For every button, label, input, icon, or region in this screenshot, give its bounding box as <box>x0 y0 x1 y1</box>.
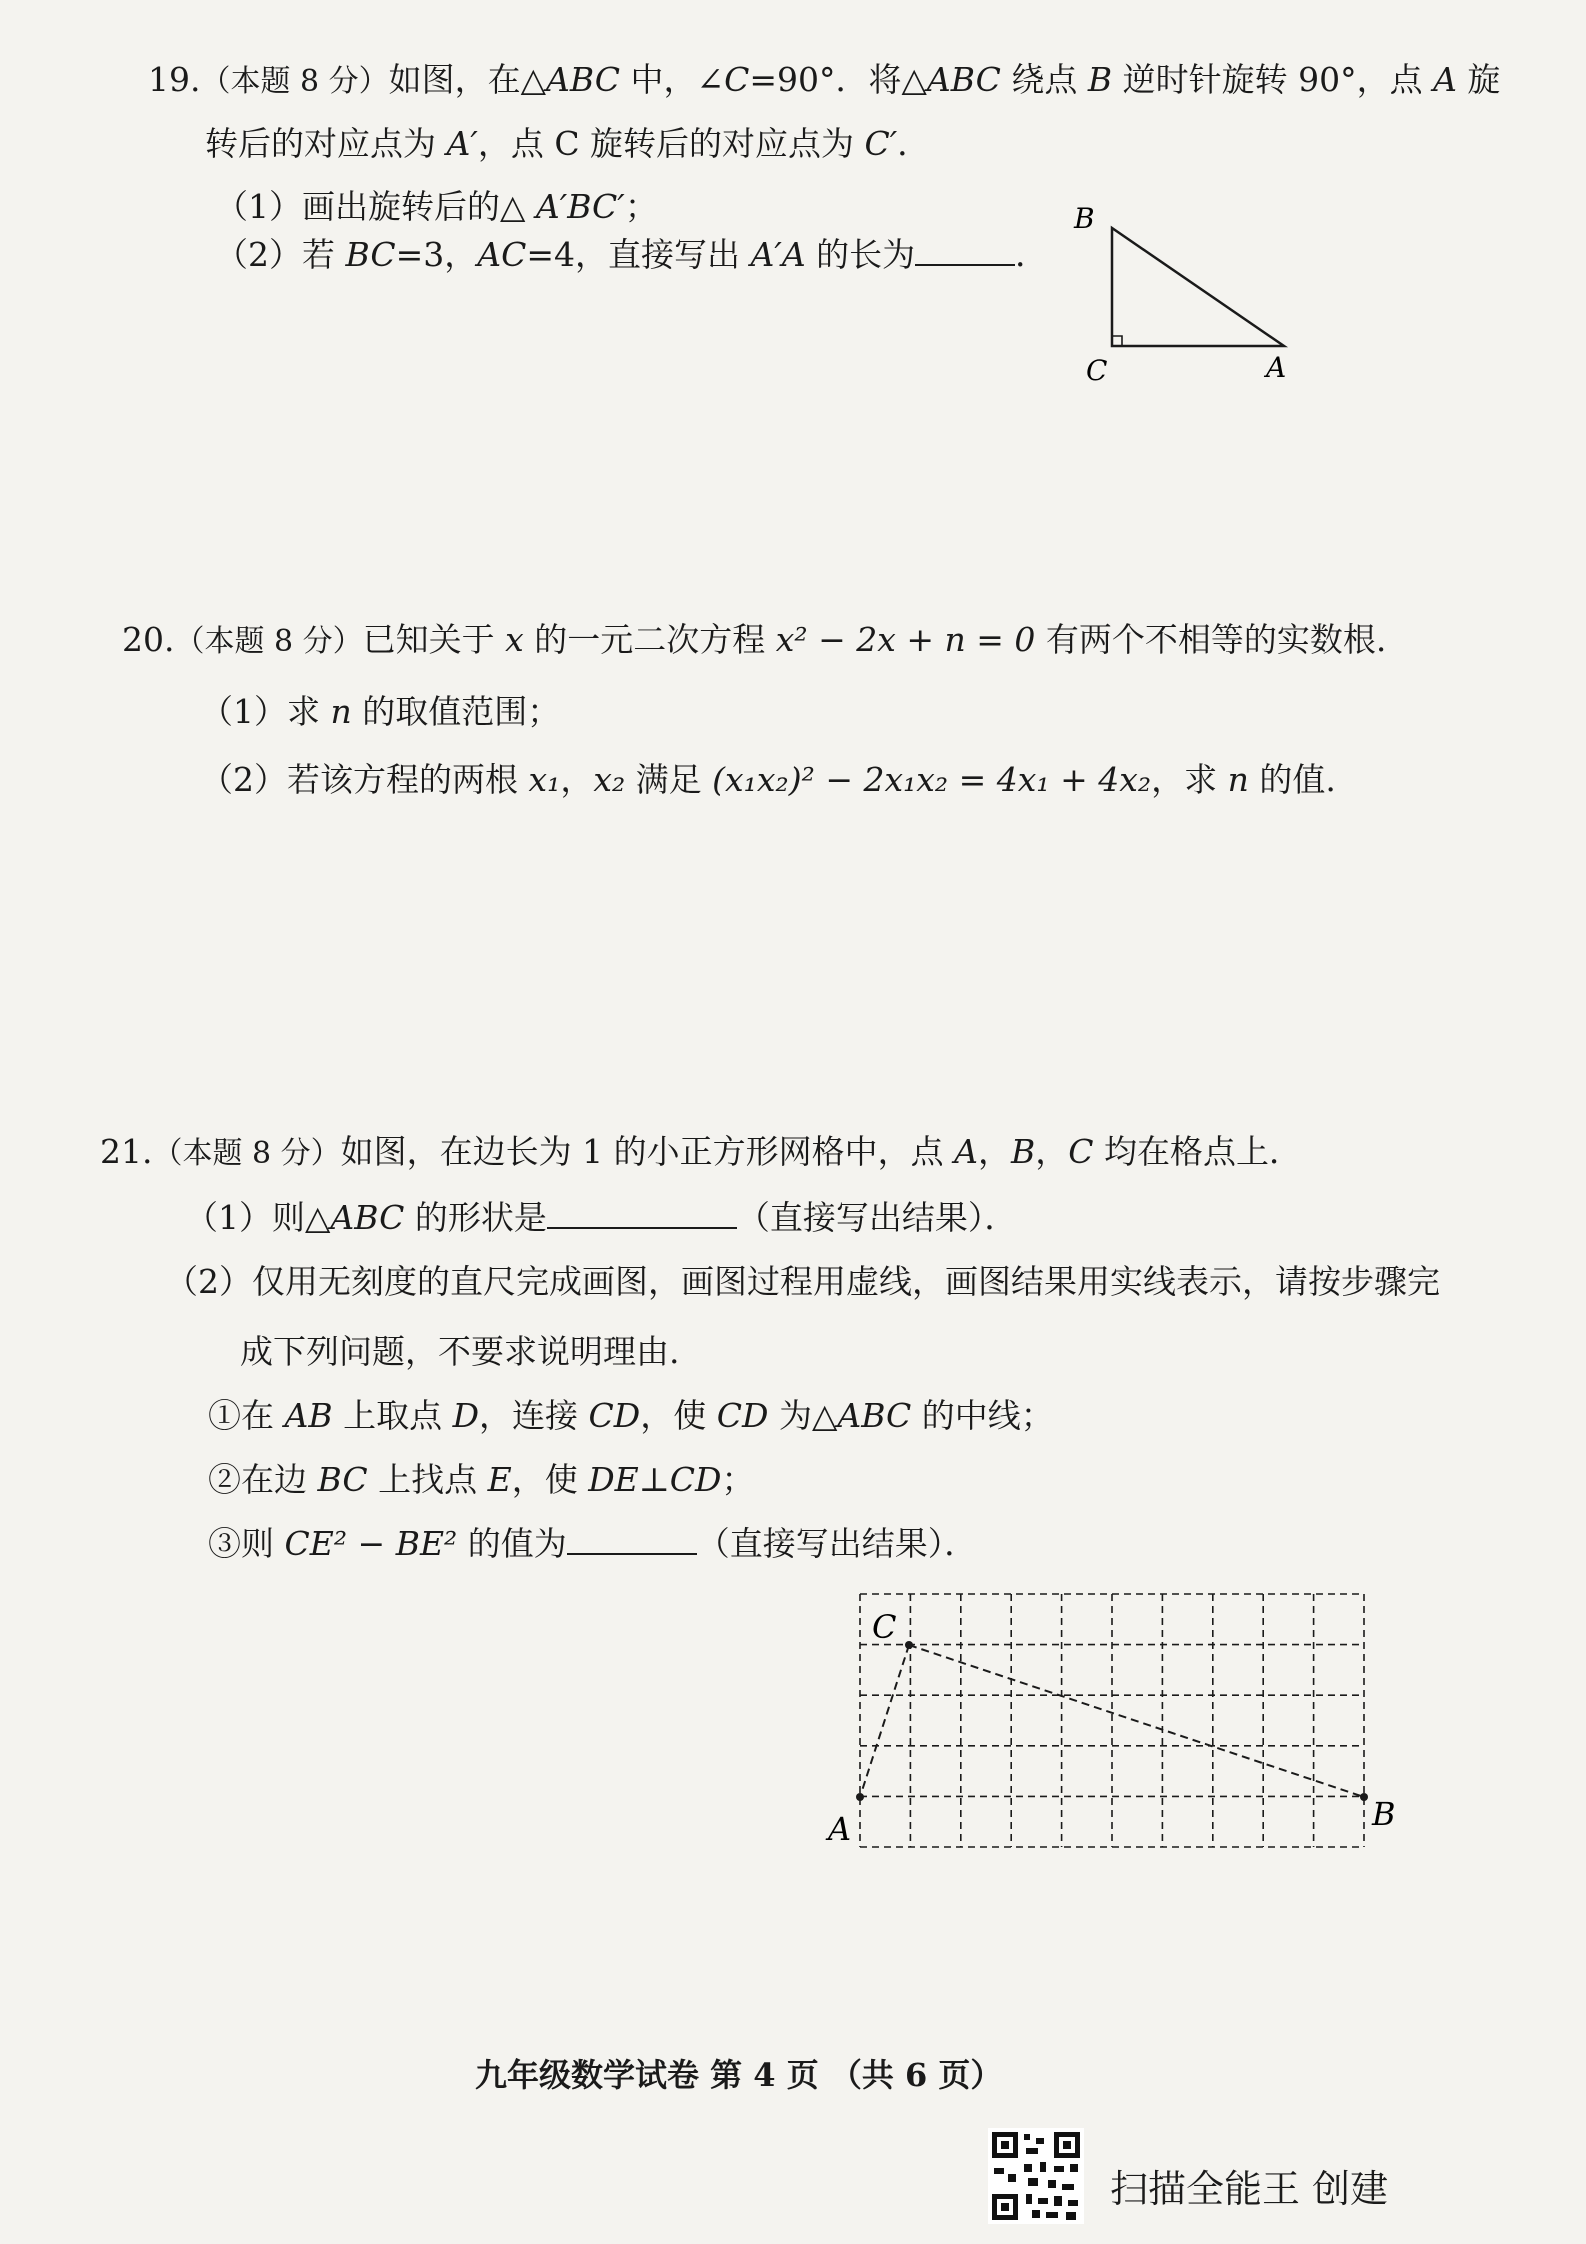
q20-var: x₁ <box>528 760 561 799</box>
q21-shape-blank[interactable] <box>547 1197 737 1229</box>
q20-part1 <box>200 690 560 734</box>
grid-label-a: A <box>828 1810 852 1848</box>
q21-text: 的形状是 <box>404 1198 547 1237</box>
q21-step3 <box>208 1522 977 1566</box>
q21-text: 为△ <box>768 1396 838 1435</box>
q21-step1 <box>208 1394 1054 1438</box>
q21-value-blank[interactable] <box>567 1523 697 1555</box>
q21-var: C <box>1068 1132 1094 1171</box>
q20-var: x <box>505 620 524 659</box>
q20-part2 <box>200 758 1336 802</box>
q21-expression: CE² − BE² <box>284 1524 458 1563</box>
q19-var: ABC <box>926 60 1001 99</box>
segment-ca <box>860 1645 909 1797</box>
q21-var: E <box>487 1460 512 1499</box>
q21-var: AB <box>284 1396 333 1435</box>
q21-var: ABC <box>330 1198 405 1237</box>
qr-code-icon <box>988 2128 1084 2224</box>
q19-text: 中，∠ <box>620 60 725 99</box>
right-angle-mark <box>1112 336 1122 346</box>
q21-part2-line2 <box>240 1330 680 1374</box>
q20-var: n <box>1227 760 1249 799</box>
q20-var: x₂ <box>593 760 626 799</box>
grid-label-b: B <box>1372 1795 1396 1833</box>
q21-step2 <box>208 1458 755 1502</box>
q21-text: （直接写出结果）． <box>736 1198 1018 1237</box>
q20-score: （本题 8 分） <box>174 624 363 659</box>
scanner-watermark: 扫描全能王 创建 <box>1110 2167 1389 2211</box>
q20-text: 的取值范围； <box>351 692 561 731</box>
q19-var: AC <box>477 235 527 274</box>
q19-text: 旋 <box>1456 60 1501 99</box>
q21-text: ，连接 <box>479 1396 589 1435</box>
q19-text: =90°．将△ <box>749 60 927 99</box>
point-a <box>856 1793 864 1801</box>
q19-text: 转后的对应点为 <box>205 124 447 163</box>
q21-text: 的值为 <box>457 1524 567 1563</box>
q20-text: 有两个不相等的实数根. <box>1035 620 1387 659</box>
q21-var: A <box>954 1132 978 1171</box>
q21-part1 <box>185 1196 1017 1240</box>
q21-text: ， <box>1035 1132 1069 1171</box>
q21-var: ABC <box>837 1396 912 1435</box>
grid-lines <box>860 1594 1364 1847</box>
q21-text: 上找点 <box>367 1460 488 1499</box>
q19-var: BC <box>345 235 396 274</box>
q20-text: ， <box>560 760 594 799</box>
q20-text: 满足 <box>625 760 713 799</box>
q21-part2-line1 <box>165 1260 1440 1304</box>
q19-line1 <box>148 58 1500 104</box>
q20-number: 20. <box>122 620 175 659</box>
q21-var: CD <box>716 1396 769 1435</box>
q21-text: （直接写出结果）． <box>696 1524 978 1563</box>
q21-text: ， <box>977 1132 1011 1171</box>
q21-text: 均在格点上． <box>1093 1132 1302 1171</box>
q21-text: 成下列问题，不要求说明理由. <box>240 1332 680 1371</box>
q21-number: 21. <box>100 1132 153 1171</box>
q19-text: ． <box>1015 235 1049 274</box>
q20-text: ，求 <box>1151 760 1228 799</box>
q21-text: （2）仅用无刻度的直尺完成画图，画图过程用虚线，画图结果用实线表示，请按步骤完 <box>165 1262 1440 1301</box>
q19-text: ． <box>897 124 931 163</box>
q19-line2 <box>205 122 930 166</box>
q19-score: （本题 8 分） <box>200 64 389 99</box>
q19-var: C <box>724 60 750 99</box>
q19-var: A′ <box>446 124 478 163</box>
q21-text: ； <box>721 1460 755 1499</box>
q21-text: ②在边 <box>208 1460 318 1499</box>
q19-var: A <box>1433 60 1457 99</box>
q19-var: B <box>1087 60 1113 99</box>
q21-var: D <box>452 1396 480 1435</box>
q19-text: =3， <box>395 235 478 274</box>
q20-text: 已知关于 <box>362 620 506 659</box>
q19-var: C′ <box>864 124 898 163</box>
page-footer: 九年级数学试卷 第 4 页 （共 6 页） <box>475 2056 1003 2094</box>
q21-grid-figure <box>820 1570 1420 1870</box>
q20-text: （1）求 <box>200 692 331 731</box>
q20-equation: x² − 2x + n = 0 <box>775 620 1036 659</box>
label-c: C <box>1086 354 1108 387</box>
q19-text: 绕点 <box>1000 60 1088 99</box>
grid-label-c: C <box>872 1608 897 1646</box>
q19-text: =4，直接写出 <box>526 235 751 274</box>
label-a: A <box>1266 351 1287 384</box>
q19-triangle-figure <box>1060 200 1300 400</box>
q19-var: A′A <box>750 235 806 274</box>
q21-text: ③则 <box>208 1524 285 1563</box>
q19-text: 逆时针旋转 90°，点 <box>1112 60 1434 99</box>
q21-var: BC <box>317 1460 368 1499</box>
q20-var: n <box>330 692 352 731</box>
q21-text: ，使 <box>640 1396 717 1435</box>
label-b: B <box>1074 202 1095 235</box>
q19-text: 如图，在△ <box>388 60 547 99</box>
q21-text: ，使 <box>511 1460 589 1499</box>
q19-text: （2）若 <box>215 235 346 274</box>
q21-text: 的中线； <box>911 1396 1054 1435</box>
q21-text: 如图，在边长为 1 的小正方形网格中，点 <box>340 1132 955 1171</box>
q19-answer-blank[interactable] <box>915 234 1015 266</box>
point-c <box>905 1641 913 1649</box>
q21-text: ①在 <box>208 1396 285 1435</box>
q19-var: A′BC′ <box>535 187 625 226</box>
q19-number: 19. <box>148 60 201 99</box>
q21-score: （本题 8 分） <box>152 1136 341 1171</box>
q20-line1 <box>122 618 1386 664</box>
q19-text: ； <box>624 187 658 226</box>
segment-cb <box>909 1645 1364 1797</box>
q21-var: CD <box>588 1396 641 1435</box>
q19-var: ABC <box>546 60 620 99</box>
q20-text: 的值. <box>1248 760 1336 799</box>
q19-part2 <box>215 233 1048 277</box>
q21-line1 <box>100 1130 1302 1176</box>
qr-code-icon <box>988 2128 1084 2224</box>
q20-condition: (x₁x₂)² − 2x₁x₂ = 4x₁ + 4x₂ <box>712 760 1152 799</box>
triangle-abc <box>1112 228 1284 346</box>
point-b <box>1360 1793 1368 1801</box>
q21-text: 上取点 <box>332 1396 453 1435</box>
q19-text: 的长为 <box>805 235 916 274</box>
q19-text: （1）画出旋转后的△ <box>215 187 536 226</box>
q21-var: B <box>1010 1132 1036 1171</box>
q19-text: ，点 C 旋转后的对应点为 <box>477 124 865 163</box>
q21-text: （1）则△ <box>185 1198 331 1237</box>
q19-part1 <box>215 185 658 229</box>
q20-text: （2）若该方程的两根 <box>200 760 529 799</box>
q20-text: 的一元二次方程 <box>523 620 776 659</box>
q21-var: DE⊥CD <box>588 1460 722 1499</box>
